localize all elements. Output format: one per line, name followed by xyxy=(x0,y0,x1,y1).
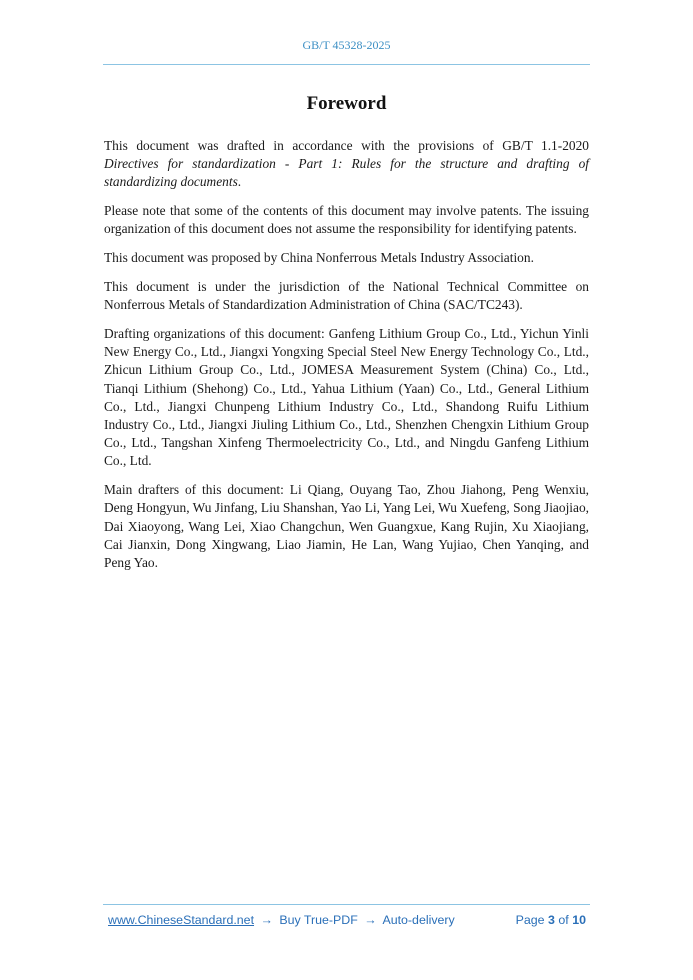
paragraph-drafting-organizations: Drafting organizations of this document: Ganfeng Lithium Group Co., Ltd., Yichun Yinli New Energy Co., Ltd., Jiangxi Yongxing Special Steel New Energy Technology Co., Ltd., Zhicun Lithium Group Co., Ltd., JOMESA Measurement System (China) Co., Ltd., Tianqi Lithium (Shehong) Co., Ltd., Yahua Lithium (Yaan) Co., Ltd., General Lithium Co., Ltd., Jiangxi Chunpeng Lithium Industry Co., Ltd., Shandong Ruifu Lithium Industry Co., Ltd., Jiangxi Jiuling Lithium Co., Ltd., Shenzhen Chengxin Lithium Group Co., Ltd., Tangshan Xinfeng Thermoelectricity Co., Ltd., and Ningdu Ganfeng Lithium Co., Ltd. xyxy=(104,326,589,469)
paragraph-jurisdiction: This document is under the jurisdiction of the National Technical Committee on Nonferrous Metals of Standardization Administration of China (SAC/TC243). xyxy=(104,279,589,313)
foreword-body xyxy=(104,137,589,583)
document-code-header: GB/T 45328-2025 xyxy=(302,38,391,52)
paragraph-patents-notice: Please note that some of the contents of this document may involve patents. The issuing organization of this document does not assume the responsibility for identifying patents. xyxy=(104,203,589,237)
standard-title-italic: Directives for standardization - Part 1: Rules for the structure and drafting of standardizing documents xyxy=(104,156,589,190)
page-current: 3 xyxy=(548,913,555,927)
paragraph-text: This document was drafted in accordance with the provisions of GB/T 1.1-2020 xyxy=(104,138,589,153)
page-number xyxy=(516,913,586,927)
site-link[interactable]: www.ChineseStandard.net xyxy=(108,913,255,927)
auto-delivery-text: Auto-delivery xyxy=(382,913,455,927)
page-total: 10 xyxy=(572,913,586,927)
page-title: Foreword xyxy=(306,93,387,114)
page-label: Page xyxy=(515,913,545,927)
footer-divider xyxy=(103,904,590,905)
buy-true-pdf-text: Buy True-PDF xyxy=(279,913,358,927)
footer-purchase-links xyxy=(108,913,455,927)
paragraph-text-end: . xyxy=(237,174,242,190)
arrow-right-icon: → xyxy=(260,913,273,927)
paragraph-drafting-provisions xyxy=(104,137,589,192)
page-of: of xyxy=(558,913,569,927)
header-divider xyxy=(103,64,590,65)
paragraph-main-drafters: Main drafters of this document: Li Qiang, Ouyang Tao, Zhou Jiahong, Peng Wenxiu, Deng Hongyun, Wu Jinfang, Liu Shanshan, Yao Li, Yang Lei, Wu Xuefeng, Song Jiaojiao, Dai Xiaoyong, Wang Lei, Xiao Changchun, Wen Guangxue, Kang Rujin, Xu Xiaojiang, Cai Jianxin, Dong Xingwang, Liao Jiamin, He Lan, Wang Yujiao, Chen Yanqing, and Peng Yao. xyxy=(104,482,589,571)
paragraph-proposer: This document was proposed by China Nonferrous Metals Industry Association. xyxy=(104,250,534,266)
arrow-right-icon: → xyxy=(364,913,377,927)
